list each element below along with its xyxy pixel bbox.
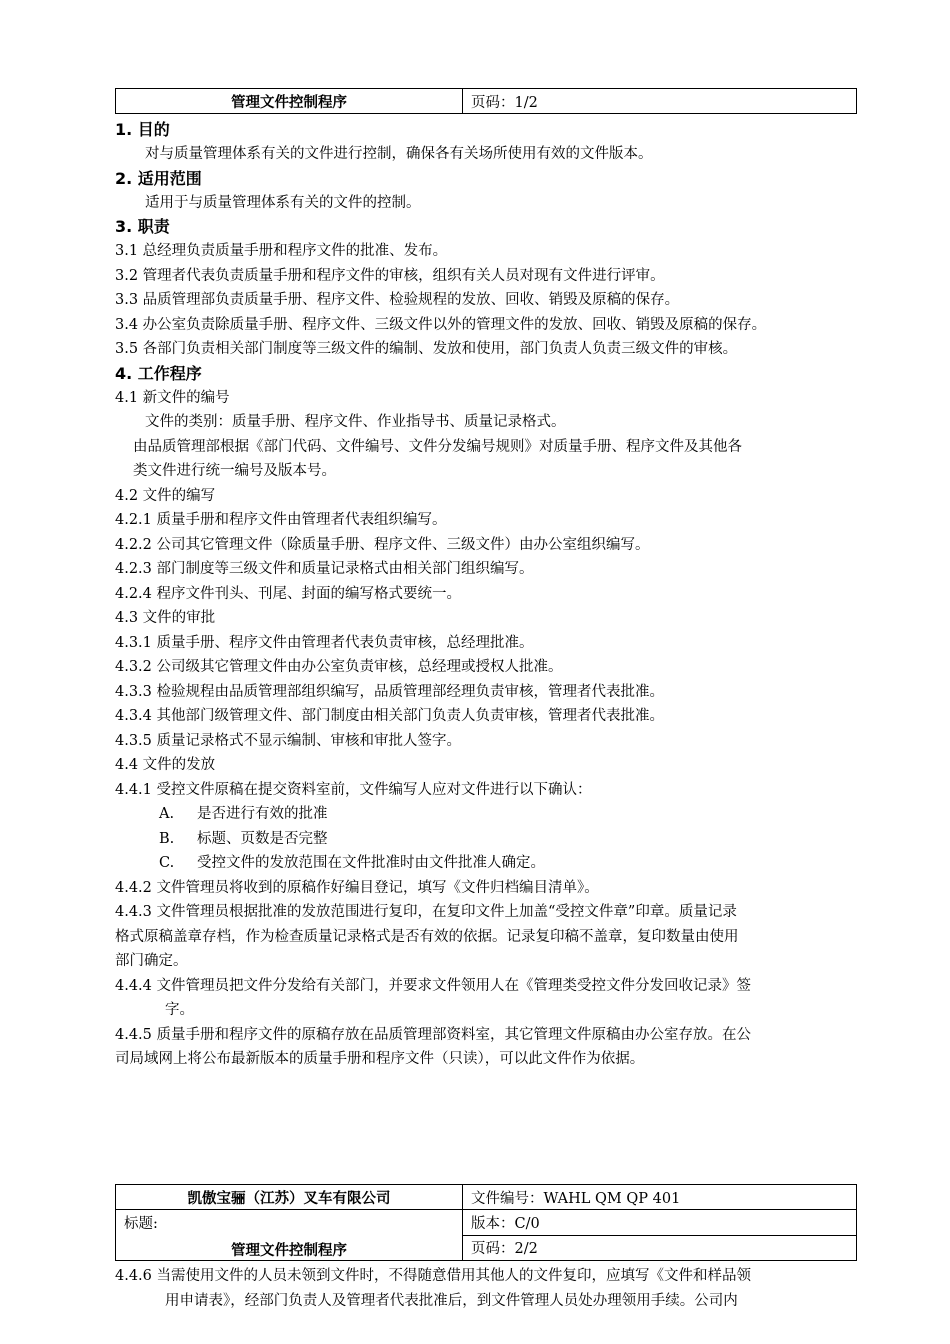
section-4-1-text-b2: 类文件进行统一编号及版本号。 (133, 463, 336, 479)
section-4-2-item: 4.2.4 程序文件刊头、刊尾、封面的编写格式要统一。 (115, 585, 462, 602)
page2-number: 页码：2/2 (463, 1235, 857, 1261)
section-4-4-3-line1: 4.4.3 文件管理员根据批准的发放范围进行复印，在复印文件上加盖“受控文件章”印章。质量记录 (115, 904, 737, 920)
list-text: 是否进行有效的批准 (197, 806, 328, 822)
company-name: 凯傲宝骊（江苏）叉车有限公司 (116, 1185, 463, 1210)
section-4-4-2: 4.4.2 文件管理员将收到的原稿作好编目登记，填写《文件归档编目清单》。 (115, 879, 599, 896)
section-4-3-title: 4.3 文件的审批 (115, 610, 216, 626)
section-4-4-3-line3: 部门确定。 (115, 953, 188, 969)
section-4-4-4-line2: 字。 (165, 1002, 194, 1018)
section-4-3-item: 4.3.4 其他部门级管理文件、部门制度由相关部门负责人负责审核，管理者代表批准。 (115, 708, 665, 724)
section-3-title: 3. 职责 (115, 217, 170, 236)
section-4-4-5-line1: 4.4.5 质量手册和程序文件的原稿存放在品质管理部资料室，其它管理文件原稿由办公室存放。在公 (115, 1026, 751, 1043)
section-4-3-item: 4.3.5 质量记录格式不显示编制、审核和审批人签字。 (115, 732, 462, 749)
list-item (115, 802, 860, 827)
page2-header-table (115, 1184, 857, 1261)
section-4-1-title: 4.1 新文件的编号 (115, 389, 230, 406)
title-cell (116, 1210, 463, 1261)
page1-body (115, 118, 860, 1072)
section-4-4-3-line2: 格式原稿盖章存档，作为检查质量记录格式是否有效的依据。记录复印稿不盖章，复印数量由使用 (115, 928, 739, 945)
section-4-4-6-line1: 4.4.6 当需使用文件的人员未领到文件时，不得随意借用其他人的文件复印，应填写《文件和样品领 (115, 1268, 751, 1284)
page2-body (115, 1264, 860, 1313)
section-4-2-title: 4.2 文件的编写 (115, 487, 216, 504)
version: 版本：C/0 (463, 1210, 857, 1236)
section-2-text: 适用于与质量管理体系有关的文件的控制。 (145, 194, 421, 211)
page1-header-table (115, 88, 857, 114)
list-text: 受控文件的发放范围在文件批准时由文件批准人确定。 (197, 855, 545, 871)
section-1-title: 1. 目的 (115, 120, 170, 139)
section-3-item: 3.2 管理者代表负责质量手册和程序文件的审核，组织有关人员对现有文件进行评审。 (115, 267, 665, 284)
header2-title: 管理文件控制程序 (231, 1242, 347, 1259)
header-page-number: 页码：1/2 (463, 89, 857, 114)
section-4-2-item: 4.2.1 质量手册和程序文件由管理者代表组织编写。 (115, 512, 447, 528)
section-4-1-text-a: 文件的类别：质量手册、程序文件、作业指导书、质量记录格式。 (145, 414, 566, 430)
section-4-4-5-line2: 司局域网上将公布最新版本的质量手册和程序文件（只读），可以此文件作为依据。 (115, 1051, 645, 1067)
section-3-item: 3.4 办公室负责除质量手册、程序文件、三级文件以外的管理文件的发放、回收、销毁及原稿的保存。 (115, 316, 767, 333)
section-2-title: 2. 适用范围 (115, 168, 202, 188)
list-letter: B. (159, 830, 175, 847)
list-item (115, 827, 860, 852)
list-letter: C. (159, 855, 175, 871)
section-4-4-6-line2: 用申请表》，经部门负责人及管理者代表批准后，到文件管理人员处办理领用手续。公司内 (165, 1292, 738, 1309)
list-letter: A. (159, 806, 175, 822)
header-title: 管理文件控制程序 (116, 89, 463, 114)
section-1-text: 对与质量管理体系有关的文件进行控制，确保各有关场所使用有效的文件版本。 (145, 146, 653, 162)
section-4-4-title: 4.4 文件的发放 (115, 757, 216, 773)
section-4-title: 4. 工作程序 (115, 363, 202, 383)
section-4-3-item: 4.3.2 公司级其它管理文件由办公室负责审核，总经理或授权人批准。 (115, 659, 563, 675)
section-3-item: 3.1 总经理负责质量手册和程序文件的批准、发布。 (115, 243, 448, 259)
section-4-4-1: 4.4.1 受控文件原稿在提交资料室前，文件编写人应对文件进行以下确认： (115, 781, 592, 798)
section-4-1-text-b1: 由品质管理部根据《部门代码、文件编号、文件分发编号规则》对质量手册、程序文件及其他各 (133, 438, 742, 455)
section-3-item: 3.5 各部门负责相关部门制度等三级文件的编制、发放和使用，部门负责人负责三级文件的审核。 (115, 341, 738, 357)
list-text: 标题、页数是否完整 (197, 830, 328, 847)
list-item (115, 851, 860, 876)
title-label: 标题: (124, 1216, 158, 1232)
section-3-item: 3.3 品质管理部负责质量手册、程序文件、检验规程的发放、回收、销毁及原稿的保存。 (115, 292, 680, 308)
document-number: 文件编号：WAHL QM QP 401 (463, 1185, 857, 1210)
section-4-3-item: 4.3.1 质量手册、程序文件由管理者代表负责审核，总经理批准。 (115, 634, 534, 651)
section-4-2-item: 4.2.2 公司其它管理文件（除质量手册、程序文件、三级文件）由办公室组织编写。 (115, 536, 650, 553)
section-4-3-item: 4.3.3 检验规程由品质管理部组织编写，品质管理部经理负责审核，管理者代表批准。 (115, 683, 665, 700)
section-4-2-item: 4.2.3 部门制度等三级文件和质量记录格式由相关部门组织编写。 (115, 561, 534, 577)
section-4-4-4-line1: 4.4.4 文件管理员把文件分发给有关部门，并要求文件领用人在《管理类受控文件分发回收记录》签 (115, 977, 751, 994)
